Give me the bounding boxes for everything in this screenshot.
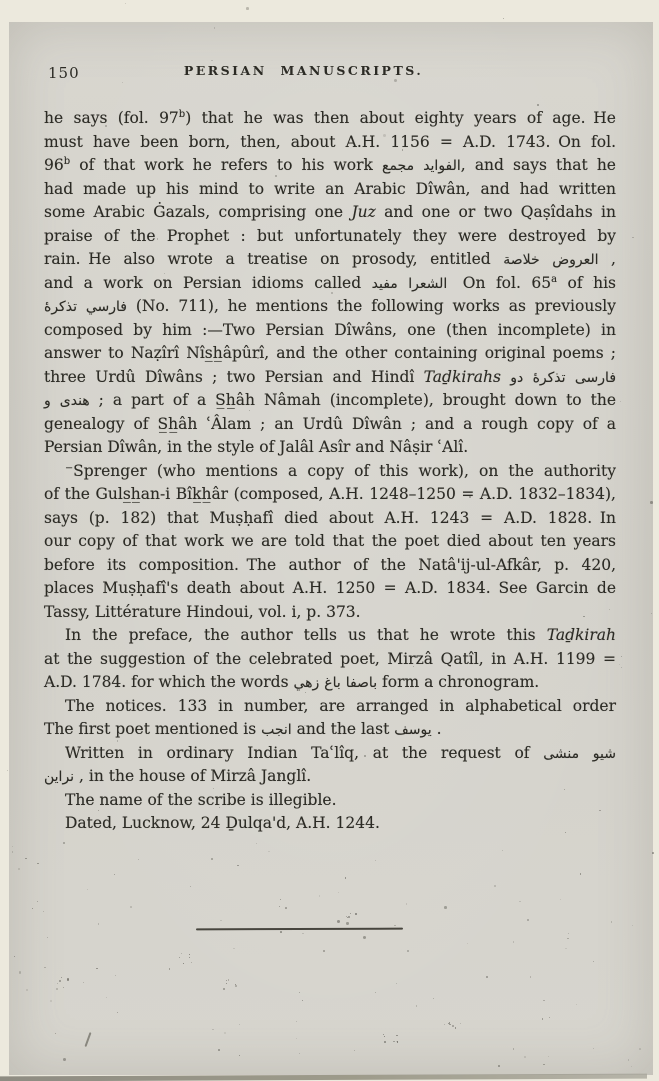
text-line: Persian Dîwân, in the style of Jalâl Asîr and Nâṣir ʿAlî. xyxy=(44,438,469,456)
text-line: Dated, Lucknow, 24 Ḏulqa'd, A.H. 1244. xyxy=(65,814,380,832)
text-line: three Urdû Dîwâns ; two Persian and Hindî Taḏkirahs دو تذكرهٔ فارسى xyxy=(44,367,617,386)
text-line: and a work on Persian idioms called مفيد الشعرا On fol. 65$^a$ of his xyxy=(44,273,616,292)
text-line: praise of the Prophet : but unfortunately they were destroyed by xyxy=(44,226,616,245)
text-line: The name of the scribe is illegible. xyxy=(65,790,337,809)
text-line: Tassy, Littérature Hindoui, vol. i, p. 373. xyxy=(44,602,361,621)
text-line: says (p. 182) that Muṣḥafî died about A.H. 1243 = A.D. 1828. In xyxy=(44,508,616,527)
text-line: composed by him :—Two Persian Dîwâns, one (then incomplete) in xyxy=(44,320,616,339)
text-line: A.D. 1784. for which the words زهي باغ باصفا form a chronogram. xyxy=(44,673,540,691)
text-line: must have been born, then, about A.H. 1156 = A.D. 1743. On fol. xyxy=(44,132,616,151)
text-line: تذكرهٔ فارسي (No. 711), he mentions the following works as previously xyxy=(44,297,616,315)
text-line: genealogy of S̲h̲âh ʿÂlam ; an Urdû Dîwân ; and a rough copy of a xyxy=(44,414,616,433)
text-line: at the suggestion of the celebrated poet, Mirzâ Qatîl, in A.H. 1199 = xyxy=(44,649,616,668)
text-line: our copy of that work we are told that the poet died about ten years xyxy=(44,532,616,550)
running-header: PERSIAN MANUSCRIPTS. xyxy=(183,63,424,78)
text-line: before its composition. The author of the Natâ'ij-ul-Afkâr, p. 420, xyxy=(44,555,616,574)
page-header xyxy=(44,63,615,85)
text-line: The notices. 133 in number, are arranged in alphabetical order xyxy=(65,696,616,715)
text-line: he says (fol. 97$^b$) that he was then about eighty years of age. He xyxy=(44,108,616,127)
text-line: ⁻Sprenger (who mentions a copy of this work), on the authority xyxy=(65,461,616,480)
text-line: of the Guls̲h̲an-i Bîk̲h̲âr (composed, A.H. 1248–1250 = A.D. 1832–1834), xyxy=(44,485,616,503)
text-line: Written in ordinary Indian Taʿlîq, at the request of منشى شيو xyxy=(65,743,616,762)
text-line: rain. He also wrote a treatise on prosody, entitled خلاصة العروض , xyxy=(44,250,616,268)
text-line: answer to Naẓîrî Nîs̲h̲âpûrî, and the other containing original poems ; xyxy=(44,344,616,362)
text-line: The first poet mentioned is انجب and the last يوسف . xyxy=(44,720,442,738)
text-line: some Arabic Ġazals, comprising one Juz and one or two Qaṣîdahs in xyxy=(44,203,616,221)
body-text xyxy=(44,107,616,836)
text-line: In the preface, the author tells us that he wrote this Taḏkirah xyxy=(65,626,616,644)
text-line: places Muṣḥafî's death about A.H. 1250 = A.D. 1834. See Garcin de xyxy=(44,579,616,597)
text-line: نراين , in the house of Mirzâ Janglî. xyxy=(44,767,312,785)
text-line: و هندى ; a part of a S̲h̲âh Nâmah (incomplete), brought down to the xyxy=(44,391,616,409)
text-line: had made up his mind to write an Arabic Dîwân, and had written xyxy=(44,179,616,198)
text-line: 96$^b$ of that work he refers to his work مجمع الفوايد, and says that he xyxy=(44,155,616,174)
page-number: 150 xyxy=(48,64,80,82)
